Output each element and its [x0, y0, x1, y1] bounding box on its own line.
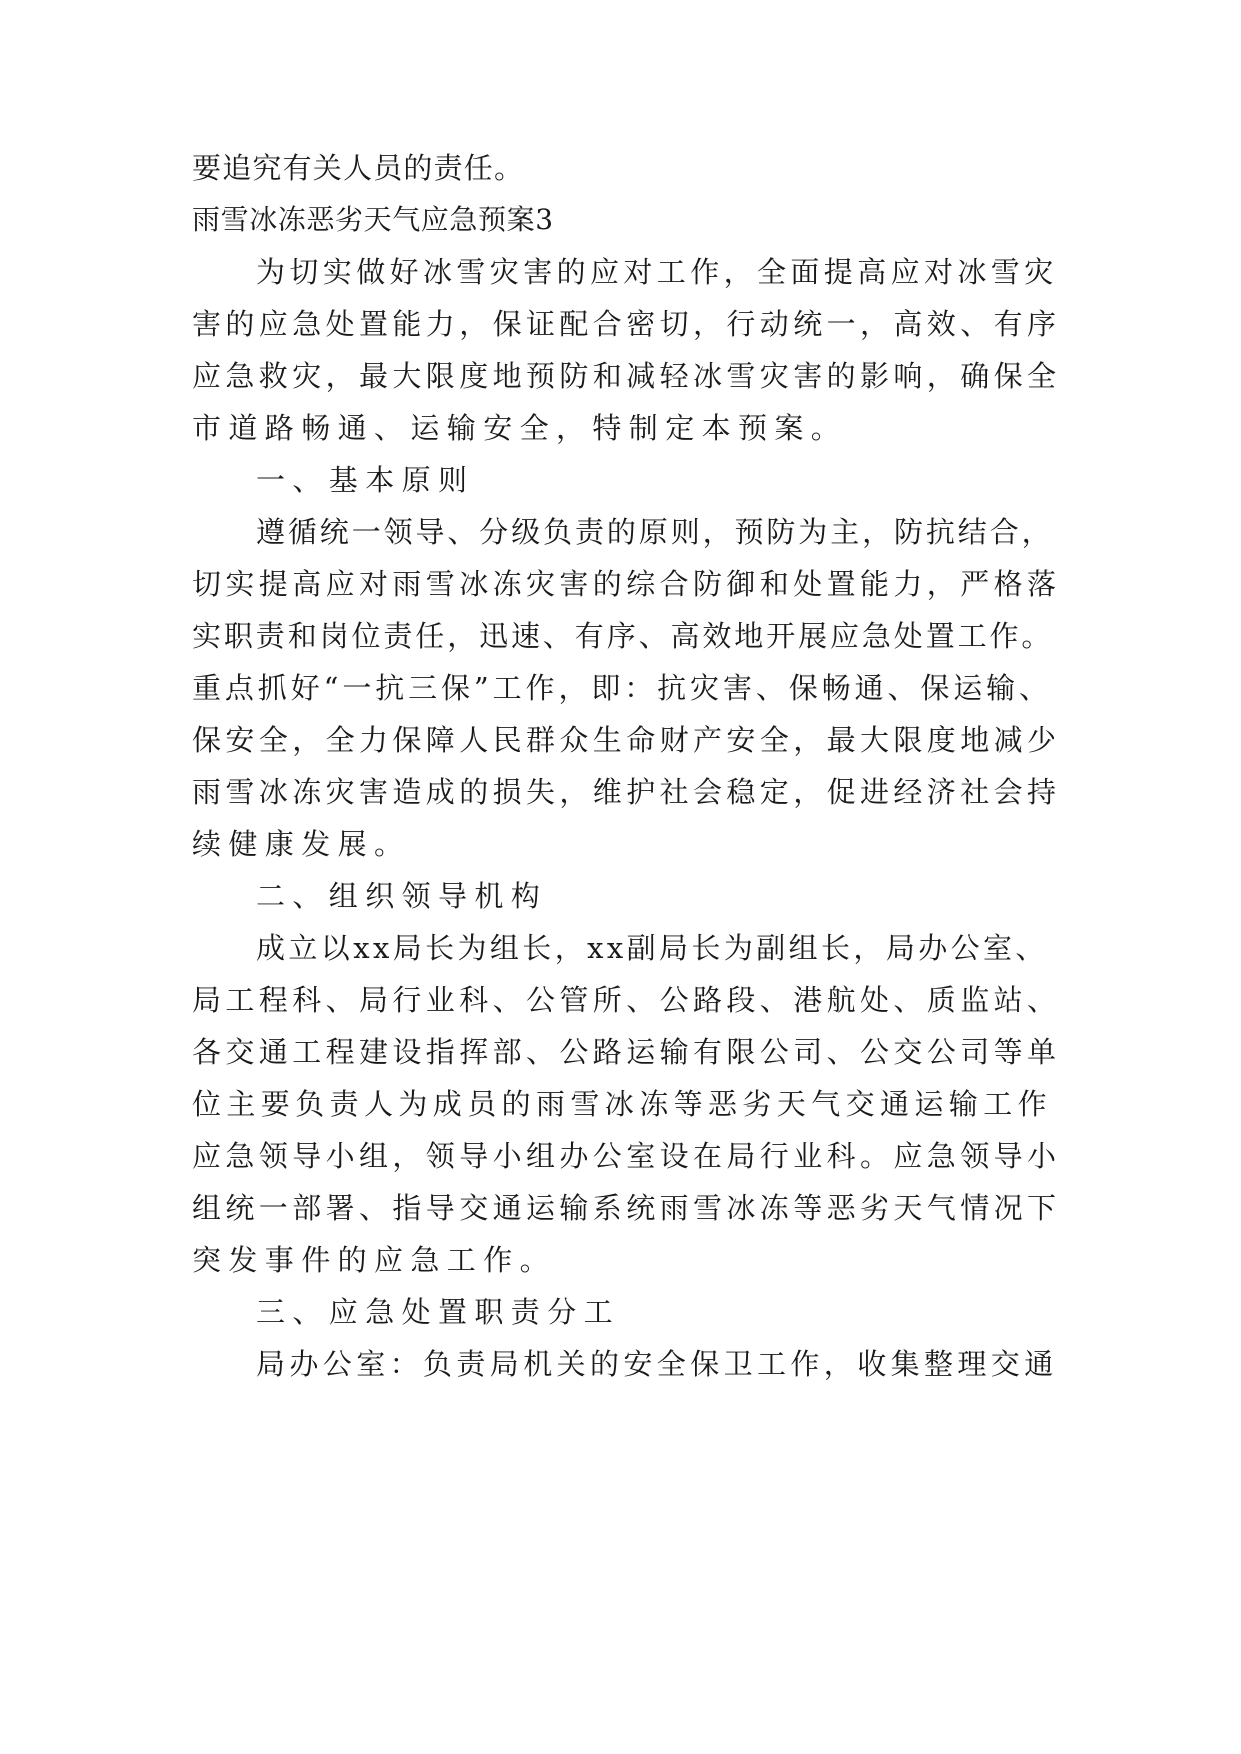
paragraph-line: 为切实做好冰雪灾害的应对工作，全面提高应对冰雪灾 [256, 255, 1058, 289]
paragraph-line: 各交通工程建设指挥部、公路运输有限公司、公交公司等单 [192, 1035, 1061, 1069]
paragraph-line: 续健康发展。 [192, 827, 411, 861]
paragraph-line: 位主要负责人为成员的雨雪冰冻等恶劣天气交通运输工作 [192, 1087, 1053, 1121]
paragraph-line: 实职责和岗位责任，迅速、有序、高效地开展应急处置工作。 [192, 619, 1054, 653]
section-title: 雨雪冰冻恶劣天气应急预案3 [192, 203, 554, 236]
paragraph-line: 遵循统一领导、分级负责的原则，预防为主，防抗结合， [256, 515, 1054, 549]
paragraph-line: 突发事件的应急工作。 [192, 1243, 557, 1277]
paragraph-line: 重点抓好“一抗三保”工作，即：抗灾害、保畅通、保运输、 [192, 671, 1052, 705]
paragraph-line: 雨雪冰冻灾害造成的损失，维护社会稳定，促进经济社会持 [192, 775, 1061, 809]
text-line: 要追究有关人员的责任。 [192, 151, 525, 185]
heading-basic-principles: 一、基本原则 [256, 463, 475, 497]
paragraph-line: 局办公室：负责局机关的安全保卫工作，收集整理交通 [256, 1347, 1058, 1381]
heading-duties: 三、应急处置职责分工 [256, 1295, 621, 1329]
paragraph-line: 市道路畅通、运输安全，特制定本预案。 [192, 411, 848, 445]
paragraph-line: 局工程科、局行业科、公管所、公路段、港航处、质监站、 [192, 983, 1061, 1017]
paragraph-line: 切实提高应对雨雪冰冻灾害的综合防御和处置能力，严格落 [192, 567, 1061, 601]
paragraph-line: 害的应急处置能力，保证配合密切，行动统一，高效、有序 [192, 307, 1061, 341]
paragraph-line: 组统一部署、指导交通运输系统雨雪冰冻等恶劣天气情况下 [192, 1191, 1061, 1225]
heading-organization: 二、组织领导机构 [256, 879, 548, 913]
paragraph-line: 应急救灾，最大限度地预防和减轻冰雪灾害的影响，确保全 [192, 359, 1061, 393]
paragraph-line: 保安全，全力保障人民群众生命财产安全，最大限度地减少 [192, 723, 1061, 757]
paragraph-line: 成立以xx局长为组长，xx副局长为副组长，局办公室、 [256, 931, 1048, 965]
paragraph-line: 应急领导小组，领导小组办公室设在局行业科。应急领导小 [192, 1139, 1061, 1173]
